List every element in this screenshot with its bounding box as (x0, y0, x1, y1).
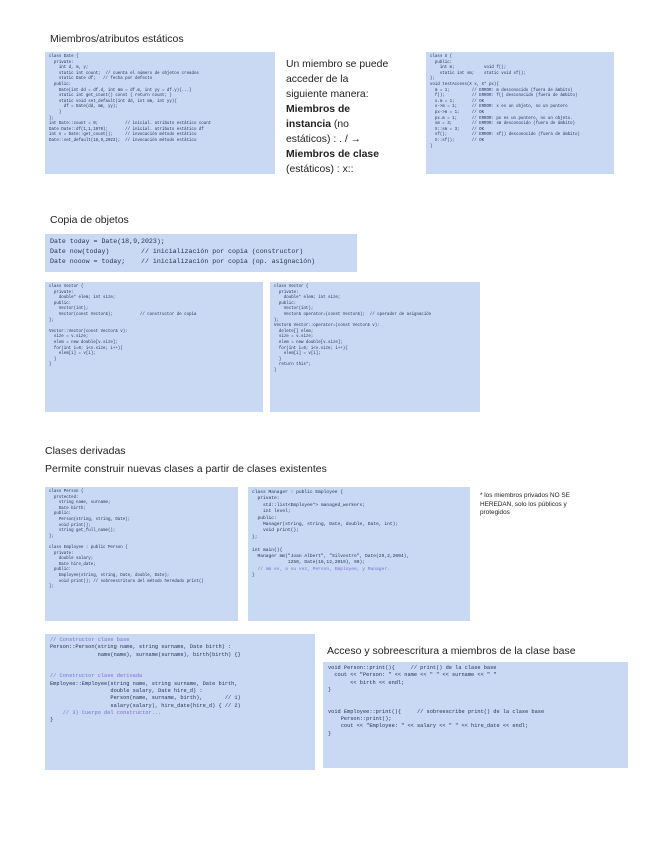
code-block-static-date (45, 52, 275, 174)
code-line: X::sm = 3; // OK (430, 127, 485, 132)
section-subtitle-derived: Permite construir nuevas clases a partir de clases existentes (45, 463, 327, 475)
code-line: px->m = 1; // OK (430, 110, 485, 115)
code-line: Date Date::df(1,1,1970); // inicial. atributo estático df (49, 127, 204, 132)
code-line (50, 659, 310, 666)
code-line: private: (49, 60, 74, 65)
code-line: int d, m, y; (49, 66, 89, 71)
side-text-line (286, 117, 388, 132)
code-line: } (49, 357, 57, 362)
code-line: X::sf(); // OK (430, 138, 485, 143)
code-line: 1250, Date(16,12,2019), 99); (252, 560, 366, 566)
code-line: sf(); // ERROR: sf() desconocido (fuera de ámbito) (430, 133, 580, 138)
code-line: void Person::print(){ // print() de la clase base (328, 665, 497, 671)
code-line: public: (49, 568, 72, 573)
code-line: }; (49, 318, 54, 323)
inheritance-note: * los miembros privados NO SE HEREDAN, solo los públicos y protegidos (480, 492, 570, 517)
code-line: } (274, 368, 277, 373)
code-line: // Constructor clase derivada (50, 673, 143, 680)
code-line: std::list<Employee*> managed_workers; (252, 502, 366, 508)
code-line: Date(int dd = df.d, int mm = df.m, int yy = df.y){...} (49, 88, 192, 93)
side-text-line: siguiente manera: (286, 89, 369, 100)
side-text-span: (no (331, 119, 349, 130)
code-line: } (328, 686, 332, 693)
code-line: class Manager : public Employee { (252, 490, 343, 495)
side-text-line: acceder de la (286, 74, 349, 85)
code-block-print (323, 662, 628, 768)
code-line: x.m = 1; // OK (430, 99, 485, 104)
code-line: Date nooow = today; // inicialización por copia (op. asignación) (50, 258, 316, 265)
code-line: Vector(int); (49, 307, 89, 312)
code-line: void Employee::print(){ // sobreescribe print() de la clase base (328, 708, 545, 715)
code-line: string get_full_name(); (49, 529, 116, 534)
code-line: double* elem; int size; (49, 296, 116, 301)
section-title-copy: Copia de objetos (50, 214, 129, 226)
code-line: static int count; // cuenta el número de objetos creados (49, 71, 199, 76)
code-line: m = 1; // ERROR: m desconocido (fuera de ámbito) (430, 88, 573, 93)
code-line: string name, surname; (49, 501, 111, 506)
code-line: for(int i=0; i<v.size; i++){ (274, 346, 348, 351)
code-line: Person(name, surname, birth), // 1) (50, 695, 241, 702)
code-line: Date hire_date; (49, 562, 96, 567)
side-text-line (286, 147, 388, 162)
code-line: f(); // ERROR: f() desconocido (fuera de ámbito) (430, 94, 578, 99)
code-line: static void set_default(int dd, int mm, int yy){ (49, 99, 177, 104)
code-line: } (50, 717, 54, 724)
code-line: // 3) Cuerpo del constructor... (50, 709, 162, 716)
code-line: static int sm; static void sf(); (430, 71, 526, 76)
code-line: class Vector { (49, 285, 84, 289)
code-line: int level; (252, 509, 291, 515)
side-text-bold: Miembros de clase (286, 149, 379, 160)
code-line: double* elem; int size; (274, 296, 341, 301)
code-line: double salary; (49, 557, 94, 562)
side-text-line: Un miembro se puede (286, 59, 389, 70)
code-line: } (430, 144, 433, 149)
code-line: int m; void f(); (430, 66, 507, 71)
code-line: static int get_count() const { return count; } (49, 94, 172, 99)
code-line: Person(string, string, Date); (49, 517, 131, 522)
code-line: elem[i] = v[i]; (49, 352, 96, 357)
code-line: protected: (49, 495, 79, 500)
code-line: Person::print(); (328, 716, 392, 723)
code-line: Vector(int); (274, 307, 314, 312)
code-line: return this*; (274, 363, 311, 368)
code-line: public: (49, 512, 72, 517)
code-line: } (274, 357, 282, 362)
code-line: static Date df; // fecha por defecto (49, 77, 153, 82)
code-line: Vector::Vector(const Vector& v): (49, 329, 128, 334)
code-line: Vector(const Vector&); // constructor de copia (49, 312, 197, 317)
section-title-static: Miembros/atributos estáticos (50, 33, 184, 45)
code-line: // Constructor clase base (50, 637, 130, 643)
code-line: salary(salary), hire_date(hire_d) { // 2) (50, 702, 241, 709)
code-line: Manager(string, string, Date, double, Date, int); (252, 522, 399, 528)
code-line: Person::Person(string name, string surname, Date birth) : (50, 644, 232, 651)
code-line: elem = new double[v.size]; (49, 340, 118, 345)
code-line: Vector& operator=(const Vector&); // operador de asignación (274, 312, 432, 317)
side-text-bold: Miembros de (286, 104, 351, 115)
code-line: private: (252, 496, 280, 502)
code-block-static-access (426, 52, 614, 174)
code-line: int main(){ (252, 547, 283, 553)
code-line: class Person { (49, 490, 84, 494)
code-line (328, 694, 623, 701)
section-title-derived: Clases derivadas (45, 445, 126, 457)
code-line: class Vector { (274, 285, 309, 289)
code-line: elem[i] = v[i]; (274, 352, 321, 357)
code-line: size = v.size; (274, 335, 314, 340)
code-block-vector-assignment (270, 282, 480, 412)
code-line: class X { (430, 55, 453, 59)
code-block-vector-copy-constructor (45, 282, 263, 412)
code-line: Date birth; (49, 506, 86, 511)
code-line: public: (252, 515, 277, 521)
side-text-line (286, 102, 388, 117)
section-title-access: Acceso y sobreescritura a miembros de la clase base (327, 645, 576, 657)
code-line: int n = Date::get_count(); // invocación método estático (49, 133, 197, 138)
code-line: void print(); (49, 523, 91, 528)
static-access-explanation (286, 57, 388, 177)
code-line: private: (49, 290, 74, 295)
code-line: px.m = 1; // ERROR: px es un puntero, no un objeto. (430, 116, 573, 121)
code-line: int Date::count = 0; // inicial. atributo estático count (49, 122, 212, 127)
code-line: cout << "Employee: " << salary << " " << hire_date << endl; (328, 723, 529, 730)
code-line: Employee::Employee(string name, string surname, Date birth, (50, 680, 238, 687)
code-line: Date now(today) // inicialización por copia (constructor) (50, 248, 304, 255)
code-line: for(int i=0; i<v.size; i++){ (49, 346, 123, 351)
code-line: public: (49, 82, 72, 87)
code-line (328, 701, 623, 708)
code-line: Date::set_default(18,9,2023); // invocación método estático (49, 138, 197, 143)
code-line: public: (430, 60, 453, 65)
code-line: sm = 3; // ERROR: sm desconocido (fuera de ámbito) (430, 122, 575, 127)
code-line: name(name), surname(surname), birth(birth) {} (50, 651, 241, 658)
code-line: Date today = Date(18,9,2023); (50, 238, 165, 245)
code-line: } (49, 363, 52, 368)
code-line: class Employee : public Person { (49, 545, 128, 550)
code-line: elem = new double[v.size]; (274, 340, 343, 345)
code-line: private: (274, 290, 299, 295)
code-line: public: (49, 301, 72, 306)
code-line: } (49, 110, 62, 115)
code-line: }; (49, 534, 54, 539)
code-line: df = Date(dd, mm, yy); (49, 105, 118, 110)
code-line: Manager mm("Joan Albert", "Silvestre", Date(29,2,2004), (252, 554, 410, 560)
code-block-manager (248, 487, 470, 621)
code-line: }; (274, 318, 279, 323)
code-line: public: (274, 301, 297, 306)
code-line: cout << "Person: " << name << " " << surname << " " (328, 672, 497, 679)
side-text-bold: instancia (286, 119, 332, 130)
code-block-constructors (45, 634, 315, 770)
side-text-line: estáticos) : . / → (286, 134, 362, 145)
code-line: } (328, 730, 332, 737)
code-line: }; (252, 534, 258, 540)
code-line: delete[] elem; (274, 329, 314, 334)
side-text-line: (estáticos) : x:: (286, 164, 354, 175)
code-line: size = v.size; (49, 335, 89, 340)
code-line: }; (430, 77, 435, 82)
code-line (50, 666, 310, 673)
code-line: Vector& Vector::operator=(const Vector& v): (274, 324, 380, 329)
code-line: double salary, Date hire_d) : (50, 688, 203, 695)
code-line: << birth << endl; (328, 679, 405, 686)
code-line: void print(); // sobreescritura del método heredado print() (49, 579, 204, 584)
code-line: private: (49, 551, 74, 556)
code-line: // mm es, a su vez, Person, Employee, y Manager. (252, 566, 390, 572)
code-line: }; (49, 116, 54, 121)
code-line: void print(); (252, 528, 299, 534)
code-line: Employee(string, string, Date, double, Date); (49, 573, 170, 578)
code-block-person-employee (45, 487, 238, 621)
code-line: } (252, 573, 255, 579)
code-block-copy (45, 234, 357, 272)
code-line: }; (49, 585, 54, 590)
code-line: class Date { (49, 55, 79, 59)
code-line: void testAccess(X x, X* px){ (430, 82, 499, 87)
code-line: x->m = 1; // ERROR: x es un objeto, no un puntero (430, 105, 568, 110)
